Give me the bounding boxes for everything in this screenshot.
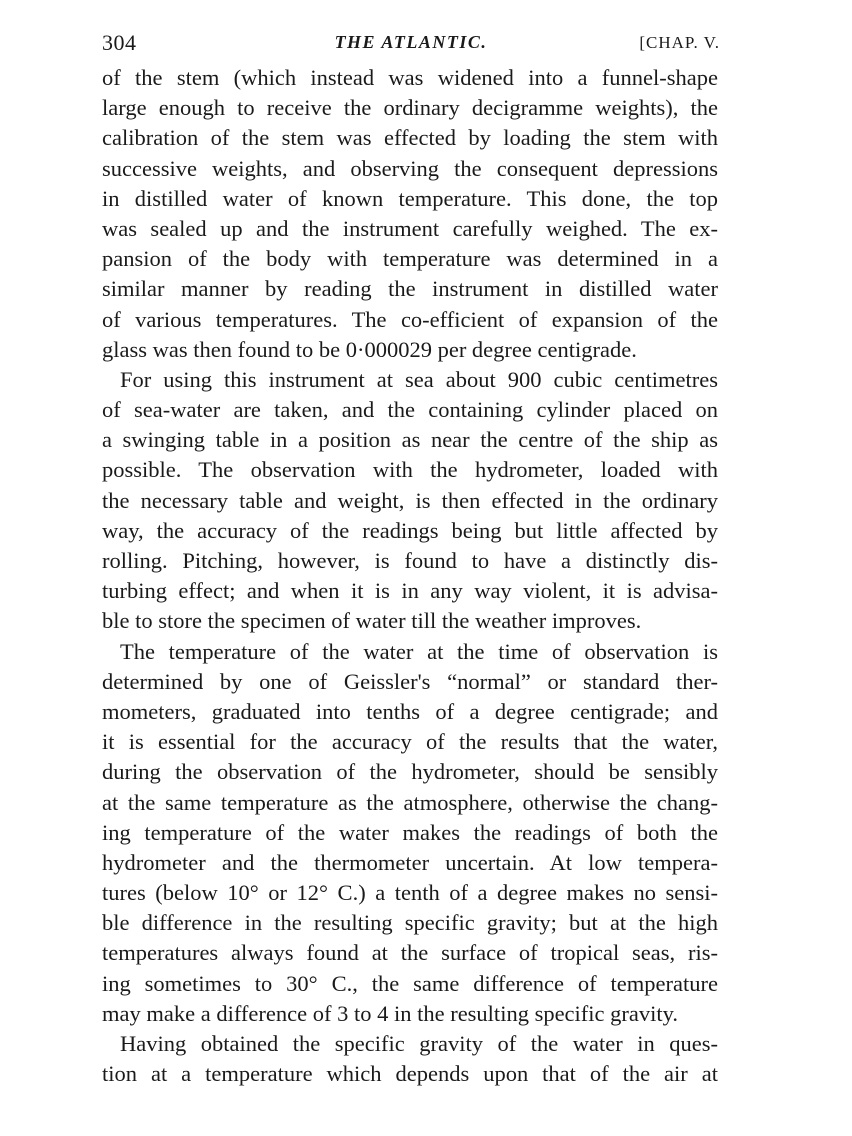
text-line: For using this instrument at sea about 900 cubic centimetres (120, 366, 718, 392)
text-line: The temperature of the water at the time of observation is (120, 638, 718, 664)
text-line: large enough to receive the ordinary decigramme weights), the (102, 95, 718, 121)
chapter-reference: [CHAP. V. (639, 33, 720, 52)
text-line: of the stem (which instead was widened into a funnel-shape (102, 65, 718, 90)
text-line: glass was then found to be 0·000029 per degree centigrade. (102, 336, 637, 362)
text-line: pansion of the body with temperature was determined in a (102, 246, 718, 272)
paragraph-1 (102, 63, 718, 365)
text-line: during the observation of the hydrometer, should be sensibly (102, 759, 718, 785)
paragraph-2 (102, 365, 718, 637)
text-line: possible. The observation with the hydrometer, loaded with (102, 457, 718, 483)
text-line: tures (below 10° or 12° C.) a tenth of a degree makes no sensi- (102, 880, 718, 906)
text-line: was sealed up and the instrument carefully weighed. The ex- (102, 215, 718, 241)
paragraph-3 (102, 637, 718, 1029)
text-line: of sea-water are taken, and the containing cylinder placed on (102, 397, 718, 423)
text-line: ing sometimes to 30° C., the same difference of temperature (102, 970, 718, 996)
text-line: determined by one of Geissler's “normal” or standard ther- (102, 668, 718, 694)
text-line: the necessary table and weight, is then effected in the ordinary (102, 487, 718, 513)
text-line: way, the accuracy of the readings being but little affected by (102, 517, 718, 543)
text-line: a swinging table in a position as near the centre of the ship as (102, 427, 718, 453)
running-head (102, 30, 720, 60)
running-title: THE ATLANTIC. (334, 32, 488, 52)
text-line: tion at a temperature which depends upon that of the air at (102, 1061, 718, 1087)
text-line: mometers, graduated into tenths of a degree centigrade; and (102, 698, 718, 724)
text-line: temperatures always found at the surface of tropical seas, ris- (102, 940, 718, 966)
body-text (102, 63, 718, 1089)
text-line: may make a difference of 3 to 4 in the resulting specific gravity. (102, 1000, 679, 1026)
paragraph-4 (102, 1029, 718, 1089)
text-line: in distilled water of known temperature. This done, the top (102, 185, 718, 211)
text-line: similar manner by reading the instrument in distilled water (102, 276, 718, 302)
text-line: turbing effect; and when it is in any way violent, it is advisa- (102, 578, 718, 604)
text-line: calibration of the stem was effected by loading the stem with (102, 125, 718, 151)
page-number: 304 (102, 30, 137, 55)
text-line: successive weights, and observing the consequent depressions (102, 155, 718, 181)
text-line: it is essential for the accuracy of the results that the water, (102, 729, 718, 755)
text-line: ble to store the specimen of water till the weather improves. (102, 608, 642, 634)
text-line: rolling. Pitching, however, is found to have a distinctly dis- (102, 548, 718, 573)
text-line: hydrometer and the thermometer uncertain. At low tempera- (102, 849, 718, 875)
text-line: of various temperatures. The co-efficient of expansion of the (102, 306, 718, 332)
text-line: Having obtained the specific gravity of the water in ques- (120, 1031, 718, 1056)
text-line: ing temperature of the water makes the readings of both the (102, 819, 718, 845)
text-line: ble difference in the resulting specific gravity; but at the high (102, 910, 718, 936)
text-line: at the same temperature as the atmosphere, otherwise the chang- (102, 789, 718, 815)
